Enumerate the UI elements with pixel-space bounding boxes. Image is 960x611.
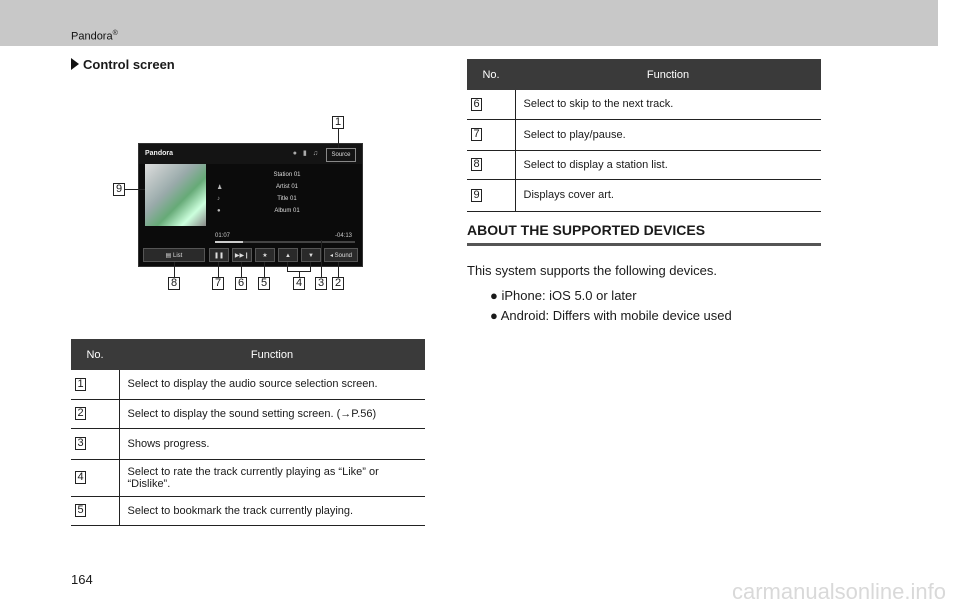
- row-no: 9: [467, 179, 515, 211]
- music-note-icon: ♪: [217, 196, 220, 202]
- callout-7: 7: [212, 277, 224, 290]
- page-number: 164: [71, 572, 93, 587]
- row-function: Shows progress.: [119, 428, 425, 459]
- list-item: ● iPhone: iOS 5.0 or later: [490, 288, 637, 303]
- album-label: Album 01: [274, 208, 300, 214]
- callout-line: [125, 189, 145, 190]
- callout-8: 8: [168, 277, 180, 290]
- callout-2: 2: [332, 277, 344, 290]
- table-row: [71, 459, 425, 496]
- header-function: Function: [119, 339, 425, 370]
- album-icon: ●: [217, 208, 221, 214]
- table-row: [71, 399, 425, 428]
- callout-3: 3: [315, 277, 327, 290]
- table-row: [467, 119, 821, 150]
- table-row: [71, 496, 425, 525]
- callout-line: [264, 262, 265, 277]
- sound-button[interactable]: ◂ Sound: [324, 248, 358, 262]
- watermark: carmanualsonline.info: [731, 579, 946, 604]
- header-function: Function: [515, 59, 821, 90]
- list-button[interactable]: ▤ List: [143, 248, 205, 262]
- table-row: [467, 90, 821, 119]
- callout-line: [241, 262, 242, 277]
- table-header-row: [71, 339, 425, 370]
- function-table-right: [467, 59, 821, 212]
- callout-line: [338, 129, 339, 148]
- triangle-icon: [71, 58, 79, 70]
- elapsed-time: 01:07: [215, 233, 231, 239]
- table-row: [71, 428, 425, 459]
- callout-line: [321, 240, 322, 277]
- callout-line: [287, 262, 288, 271]
- station-label: Station 01: [273, 172, 301, 178]
- table-row: [467, 179, 821, 211]
- row-no: 4: [71, 459, 119, 496]
- section-title: Control screen: [71, 57, 175, 72]
- row-function: Select to display the sound setting screen. (→P.56): [119, 399, 425, 428]
- row-function: Select to skip to the next track.: [515, 90, 821, 119]
- supported-devices-heading: ABOUT THE SUPPORTED DEVICES: [467, 222, 821, 246]
- callout-4: 4: [293, 277, 305, 290]
- supported-intro: This system supports the following devices.: [467, 263, 717, 278]
- row-no: 6: [467, 90, 515, 119]
- callout-line: [218, 262, 219, 277]
- row-function: Select to play/pause.: [515, 119, 821, 150]
- header-bar: [0, 0, 938, 46]
- row-no: 3: [71, 428, 119, 459]
- row-no: 1: [71, 370, 119, 399]
- callout-line: [310, 262, 311, 271]
- header-title: Pandora®: [71, 30, 118, 43]
- skip-button[interactable]: ▶▶❙: [232, 248, 252, 262]
- status-icons: ● ▮ ♫: [292, 150, 320, 157]
- row-no: 5: [71, 496, 119, 525]
- remaining-time: -04:13: [334, 233, 352, 239]
- table-row: [71, 370, 425, 399]
- thumbs-down-icon[interactable]: ▼: [301, 248, 321, 262]
- row-function: Select to bookmark the track currently playing.: [119, 496, 425, 525]
- header-no: No.: [467, 59, 515, 90]
- row-function: Select to display a station list.: [515, 150, 821, 179]
- callout-5: 5: [258, 277, 270, 290]
- row-function: Displays cover art.: [515, 179, 821, 211]
- thumbs-up-icon[interactable]: ▲: [278, 248, 298, 262]
- row-no: 8: [467, 150, 515, 179]
- source-button[interactable]: Source: [326, 148, 356, 162]
- row-function: Select to display the audio source selection screen.: [119, 370, 425, 399]
- title-label: Title 01: [277, 196, 297, 202]
- bookmark-star-icon[interactable]: ★: [255, 248, 275, 262]
- header-no: No.: [71, 339, 119, 370]
- callout-6: 6: [235, 277, 247, 290]
- control-screen-illustration: [138, 143, 363, 267]
- callout-1: 1: [332, 116, 344, 129]
- function-table-left: [71, 339, 425, 526]
- row-function: Select to rate the track currently playing as “Like” or “Dislike”.: [119, 459, 425, 496]
- callout-line: [174, 262, 175, 277]
- progress-fill: [215, 241, 243, 243]
- callout-line: [338, 262, 339, 277]
- progress-bar: [215, 241, 355, 243]
- row-no: 2: [71, 399, 119, 428]
- screen-app-name: Pandora: [145, 150, 174, 157]
- cover-art: [145, 164, 206, 226]
- callout-9: 9: [113, 183, 125, 196]
- pause-button[interactable]: ❚❚: [209, 248, 229, 262]
- artist-icon: ♟: [217, 185, 223, 191]
- artist-label: Artist 01: [275, 184, 298, 190]
- table-header-row: [467, 59, 821, 90]
- list-item: ● Android: Differs with mobile device used: [490, 308, 732, 323]
- table-row: [467, 150, 821, 179]
- row-no: 7: [467, 119, 515, 150]
